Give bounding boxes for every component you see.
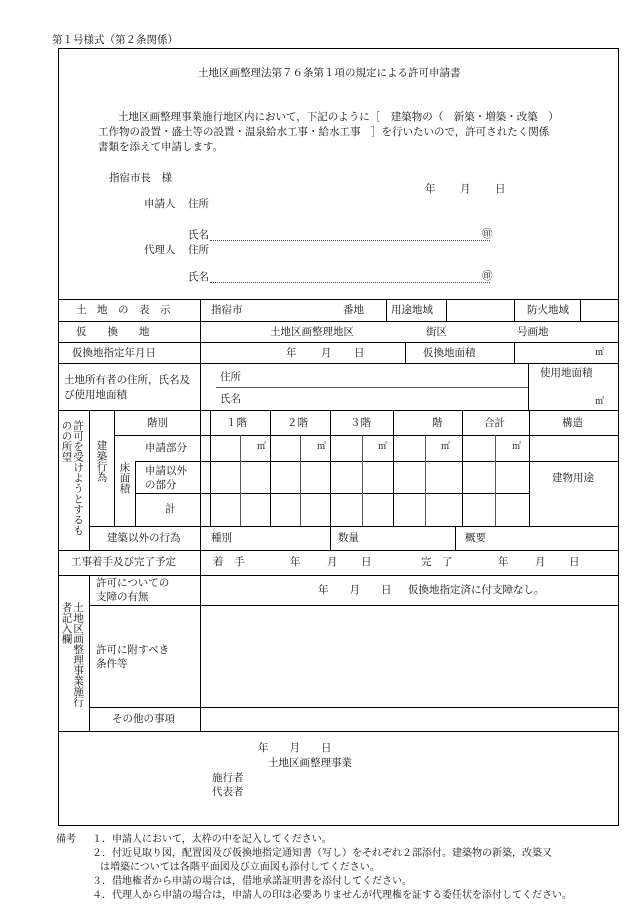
footer-operator: 施行者 (212, 772, 244, 784)
owner-name-label: 氏名 (220, 393, 241, 405)
header-floor-n: 階 (432, 417, 443, 429)
unit-1f: ㎡ (257, 442, 267, 452)
schedule-end-label: 完 了 (421, 556, 453, 568)
note-2: ２．付近見取り図，配置図及び仮換地指定通知書（写し）をそれぞれ２部添付。建築物の新築，改築又 (92, 848, 552, 859)
schedule-end-year: 年 (498, 556, 509, 568)
land-banchi: 番地 (343, 304, 364, 316)
land-youto-label: 用途地域 (391, 304, 433, 316)
designation-month: 月 (321, 347, 332, 359)
schedule-start-label: 着 手 (213, 556, 245, 568)
schedule-start-day: 日 (361, 556, 372, 568)
footer-project: 土地区画整理事業 (268, 757, 352, 769)
form-frame (58, 48, 619, 826)
applicant-seal-mark: ㊞ (482, 228, 493, 240)
q1-answer: 仮換地指定済に付支障なし。 (408, 584, 545, 596)
form-number: 第１号様式（第２条関係） (52, 34, 178, 46)
kanchi-gouchi: 号画地 (517, 326, 549, 338)
row-other-label-1: 申請以外 (145, 465, 187, 477)
building-vertical-label: 建築行為 (95, 440, 108, 482)
kanchi-area-unit: ㎡ (595, 348, 605, 358)
header-structure: 構造 (562, 417, 583, 429)
agent-address-label: 住所 (188, 244, 209, 256)
applicant-name-field[interactable] (210, 240, 490, 241)
row-apply-label: 申請部分 (145, 442, 187, 454)
land-label: 土 地 の 表 示 (76, 304, 171, 316)
other-act-summary: 概要 (465, 532, 486, 544)
operator-vertical-label: 土地区画整理事業施行者記入欄 (60, 602, 85, 707)
other-act-qty: 数量 (338, 532, 359, 544)
building-use-label: 建物用途 (552, 472, 594, 484)
designation-day: 日 (354, 347, 365, 359)
q1-line-1: 許可についての (96, 577, 170, 589)
apply-day-label: 日 (495, 183, 506, 195)
note-1: １．申請人において，太枠の中を記入してください。 (92, 834, 332, 845)
intro-line-2: 工作物の設置・盛土等の設置・温泉給水工事・給水工事 ］を行いたいので，許可されたく関係 (98, 126, 550, 138)
unit-n: ㎡ (441, 442, 451, 452)
permit-vertical-label: 許可を受けようとするものの所望 (60, 420, 85, 536)
footer-representative: 代表者 (212, 786, 244, 798)
header-2f: ２階 (287, 417, 308, 429)
schedule-end-day: 日 (569, 556, 580, 568)
q1-line-2: 支障の有無 (96, 591, 149, 603)
unit-total: ㎡ (512, 442, 522, 452)
form-title: 土地区画整理法第７６条第１項の規定による許可申請書 (198, 67, 461, 79)
footer-date: 年 月 日 (258, 742, 332, 754)
unit-3f: ㎡ (378, 442, 388, 452)
schedule-start-month: 月 (327, 556, 338, 568)
header-1f: １階 (226, 417, 247, 429)
owner-address-label: 住所 (220, 371, 241, 383)
applicant-name-label: 氏名 (188, 229, 209, 241)
q2-line-2: 条件等 (96, 658, 128, 670)
schedule-start-year: 年 (290, 556, 301, 568)
floor-area-vertical-label: 床面積 (118, 462, 131, 494)
q3-label: その他の事項 (112, 713, 175, 725)
designation-year: 年 (286, 347, 297, 359)
schedule-label: 工事着手及び完了予定 (71, 556, 176, 568)
other-act-label: 建築以外の行為 (107, 532, 181, 544)
agent-name-field[interactable] (210, 282, 490, 283)
owner-label-2: び使用地面積 (64, 389, 127, 401)
q2-line-1: 許可に附すべき (96, 644, 170, 656)
note-2-cont: は増築については各階平面図及び立面図も添付してください。 (100, 862, 380, 873)
notes-label: 備考 (56, 834, 76, 845)
note-4: ４．代理人から申請の場合は，申請人の印は必要ありませんが代理権を証する委任状を添付してください。 (92, 890, 572, 901)
note-3: ３．借地権者から申請の場合は，借地承諾証明書を添付してください。 (92, 876, 412, 887)
owner-use-area-label: 使用地面積 (540, 367, 593, 379)
owner-label-1: 土地所有者の住所，氏名及 (64, 374, 190, 386)
owner-use-area-unit: ㎡ (595, 397, 605, 407)
agent-label: 代理人 (144, 244, 176, 256)
land-city: 指宿市 (211, 304, 243, 316)
applicant-address-label: 住所 (188, 198, 209, 210)
row-other-label-2: の部分 (145, 479, 177, 491)
addressee: 指宿市長 様 (109, 172, 172, 184)
kanchi-area-label: 仮換地面積 (423, 347, 476, 359)
kanchi-district: 土地区画整理地区 (270, 326, 354, 338)
header-floor: 階別 (147, 417, 168, 429)
schedule-end-month: 月 (535, 556, 546, 568)
header-total: 合計 (484, 417, 505, 429)
row-total-label: 計 (165, 503, 176, 515)
kanchi-gaiku: 街区 (426, 326, 447, 338)
q1-answer-date: 年 月 日 (318, 584, 392, 596)
agent-name-label: 氏名 (188, 271, 209, 283)
apply-year-label: 年 (425, 183, 436, 195)
intro-line-3: 書類を添えて申請します。 (98, 141, 224, 153)
land-fire-label: 防火地域 (527, 304, 569, 316)
designation-label: 仮換地指定年月日 (72, 347, 156, 359)
other-act-kind: 種別 (211, 532, 232, 544)
unit-2f: ㎡ (317, 442, 327, 452)
apply-month-label: 月 (460, 183, 471, 195)
header-3f: ３階 (350, 417, 371, 429)
kanchi-label: 仮 換 地 (76, 326, 150, 338)
agent-seal-mark: ㊞ (482, 270, 493, 282)
intro-line-1: 土地区画整理事業施行地区内において，下記のように［ 建築物の（ 新築・増築・改築 ） (118, 111, 559, 123)
applicant-label: 申請人 (144, 198, 176, 210)
